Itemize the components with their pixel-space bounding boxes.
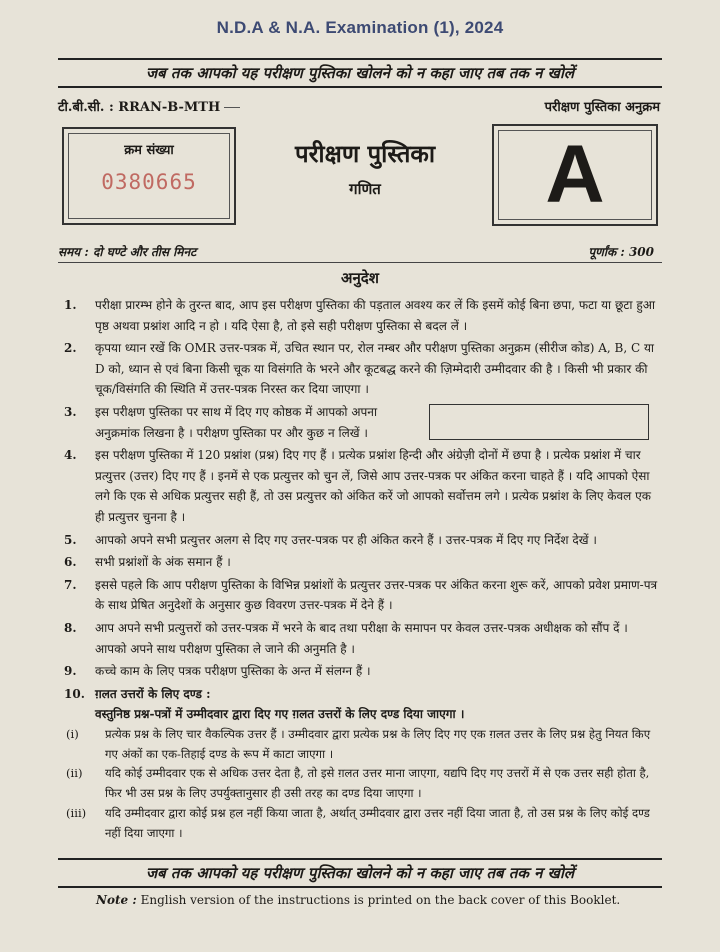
penalty-item (58, 725, 663, 765)
instruction-item (58, 445, 663, 527)
penalty-number: (ii) (66, 766, 83, 781)
penalty-text: प्रत्येक प्रश्न के लिए चार वैकल्पिक उत्तर हैं । उम्मीदवार द्वारा प्रत्येक प्रश्न के लिए दिए गए एक ग़लत उत्तर के लिए प्रश्न हेतु नियत किए गए अंकों का एक-तिहाई दण्ड के रूप में काटा जाएगा । (105, 726, 651, 761)
note-text: English version of the instructions is printed on the back cover of this Booklet. (140, 893, 621, 907)
instruction-number: 2. (64, 341, 77, 356)
penalty-intro-text: वस्तुनिष्ठ प्रश्न-पत्रों में उम्मीदवार द्वारा दिए गए ग़लत उत्तरों के लिए दण्ड दिया जाएगा । (95, 707, 465, 722)
tbc-dash (224, 107, 240, 108)
penalty-number: (i) (66, 726, 79, 741)
serial-number: 0380665 (101, 170, 197, 194)
instruction-text: सभी प्रश्नांशों के अंक समान हैं । (95, 555, 231, 570)
penalty-number: (iii) (66, 806, 87, 821)
roll-number-box[interactable] (429, 404, 649, 440)
time-allowed: समय : दो घण्टे और तीस मिनट (58, 245, 197, 259)
instruction-text: इस परीक्षण पुस्तिका पर साथ में दिए गए कोष्ठक में आपको अपना अनुक्रमांक लिखना है । परीक्षण पुस्तिका पर और कुछ न लिखें । (95, 404, 378, 440)
serial-number-box (62, 127, 236, 225)
instruction-number: 4. (64, 448, 77, 463)
subject-name: गणित (349, 180, 381, 198)
penalty-item (58, 764, 663, 804)
note-label: Note : (96, 893, 137, 907)
instruction-text: इससे पहले कि आप परीक्षण पुस्तिका के विभिन्न प्रश्नांशों के प्रत्युत्तर उत्तर-पत्रक पर अंकित करना शुरू करें, आपको प्रवेश प्रमाण-पत्र के साथ प्रेषित अनुदेशों के अनुसार कुछ विवरण उत्तर-पत्रक में देने हैं । (95, 577, 658, 613)
instructions-list (58, 295, 663, 844)
instruction-text: ग़लत उत्तरों के लिए दण्ड : (95, 686, 211, 701)
instruction-item (58, 618, 663, 659)
instruction-number: 7. (64, 577, 77, 592)
instruction-item (58, 661, 663, 682)
instruction-item (58, 552, 663, 573)
max-marks: पूर्णांक : 300 (588, 245, 654, 259)
exam-title: N.D.A & N.A. Examination (1), 2024 (216, 18, 504, 37)
instruction-text: कृपया ध्यान रखें कि OMR उत्तर-पत्रक में, उचित स्थान पर, रोल नम्बर और परीक्षण पुस्तिका अनुक्रम (सीरीज कोड) A, B, C या D को, ध्यान से एवं बिना किसी चूक या विसंगति के भरने और कूटबद्ध करने की ज़िम्मेदारी उम्मीदवार की है । किसी भी प्रकार की चूक/विसंगति की स्थिति में उत्तर-पत्रक निरस्त कर दिया जाएगा । (95, 341, 655, 397)
tbc-code-text: टी.बी.सी. : RRAN-B-MTH (58, 100, 221, 115)
instruction-item (58, 402, 663, 443)
instruction-text: आप अपने सभी प्रत्युत्तरों को उत्तर-पत्रक में भरने के बाद तथा परीक्षा के समापन पर केवल उत्तर-पत्रक अधीक्षक को सौंप दें । आपको अपने साथ परीक्षण पुस्तिका ले जाने की अनुमति है । (95, 620, 628, 656)
penalty-text: यदि कोई उम्मीदवार एक से अधिक उत्तर देता है, तो इसे ग़लत उत्तर माना जाएगा, यद्यपि दिए गए उत्तरों में से एक उत्तर सही होता है, फिर भी उस प्रश्न के लिए उपर्युक्तानुसार ही उसी तरह का दण्ड दिया जाएगा । (105, 766, 650, 801)
instruction-number: 1. (64, 298, 77, 312)
instruction-3-text-wrap (95, 402, 425, 443)
penalty-text: यदि उम्मीदवार द्वारा कोई प्रश्न हल नहीं किया जाता है, अर्थात् उम्मीदवार द्वारा उत्तर नहीं दिया जाता है, तो उस प्रश्न के लिए कोई दण्ड नहीं दिया जाएगा । (105, 806, 650, 840)
instructions-heading: अनुदेश (341, 269, 379, 287)
instruction-item (58, 530, 663, 551)
bottom-warning-banner: जब तक आपको यह परीक्षण पुस्तिका खोलने को न कहा जाए तब तक न खोलें (58, 858, 662, 888)
series-box (492, 124, 658, 226)
instruction-number: 10. (64, 686, 85, 701)
instruction-number: 6. (64, 555, 77, 570)
penalty-intro (58, 704, 663, 725)
instruction-number: 8. (64, 620, 77, 635)
serial-label: क्रम संख्या (124, 143, 174, 158)
instruction-number: 5. (64, 532, 77, 547)
instruction-item (58, 575, 663, 616)
instruction-number: 9. (64, 664, 77, 679)
serial-inner-frame (68, 133, 230, 219)
series-letter: A (498, 130, 652, 220)
instruction-text: परीक्षा प्रारम्भ होने के तुरन्त बाद, आप इस परीक्षण पुस्तिका की पड़ताल अवश्य कर लें कि इसमें कोई बिना छपा, फटा या छूटा हुआ पृष्ठ अथवा प्रश्नांश आदि न हो । यदि ऐसा है, तो इसे सही परीक्षण पुस्तिका से बदल लें । (95, 298, 655, 333)
instruction-item (58, 684, 663, 705)
instruction-text: इस परीक्षण पुस्तिका में 120 प्रश्नांश (प्रश्न) दिए गए हैं । प्रत्येक प्रश्नांश हिन्दी और अंग्रेज़ी दोनों में छपा है । प्रत्येक प्रश्नांश में चार प्रत्युत्तर (उत्तर) दिए गए हैं । इनमें से एक प्रत्युत्तर को चुन लें, जिसे आप उत्तर-पत्रक पर अंकित करना चाहते हैं । यदि आपको ऐसा लगे कि एक से अधिक प्रत्युत्तर सही हैं, तो उस प्रत्युत्तर को अंकित करें जो आपको सर्वोत्तम लगे । प्रत्येक प्रश्नांश के लिए केवल एक ही प्रत्युत्तर चुनना है । (95, 448, 651, 524)
booklet-title: परीक्षण पुस्तिका (294, 139, 436, 168)
instruction-item (58, 338, 663, 400)
instruction-item (58, 295, 663, 336)
tbc-code (58, 97, 240, 115)
series-label: परीक्षण पुस्तिका अनुक्रम (544, 100, 660, 115)
penalty-item (58, 804, 663, 844)
instruction-text: कच्चे काम के लिए पत्रक परीक्षण पुस्तिका के अन्त में संलग्न हैं । (95, 664, 371, 679)
time-marks-row (58, 240, 662, 263)
instruction-number: 3. (64, 404, 77, 419)
english-note (96, 893, 620, 907)
instruction-text: आपको अपने सभी प्रत्युत्तर अलग से दिए गए उत्तर-पत्रक पर ही अंकित करने हैं । उत्तर-पत्रक में दिए गए निर्देश देखें । (95, 532, 597, 547)
top-warning-banner: जब तक आपको यह परीक्षण पुस्तिका खोलने को न कहा जाए तब तक न खोलें (58, 58, 662, 88)
